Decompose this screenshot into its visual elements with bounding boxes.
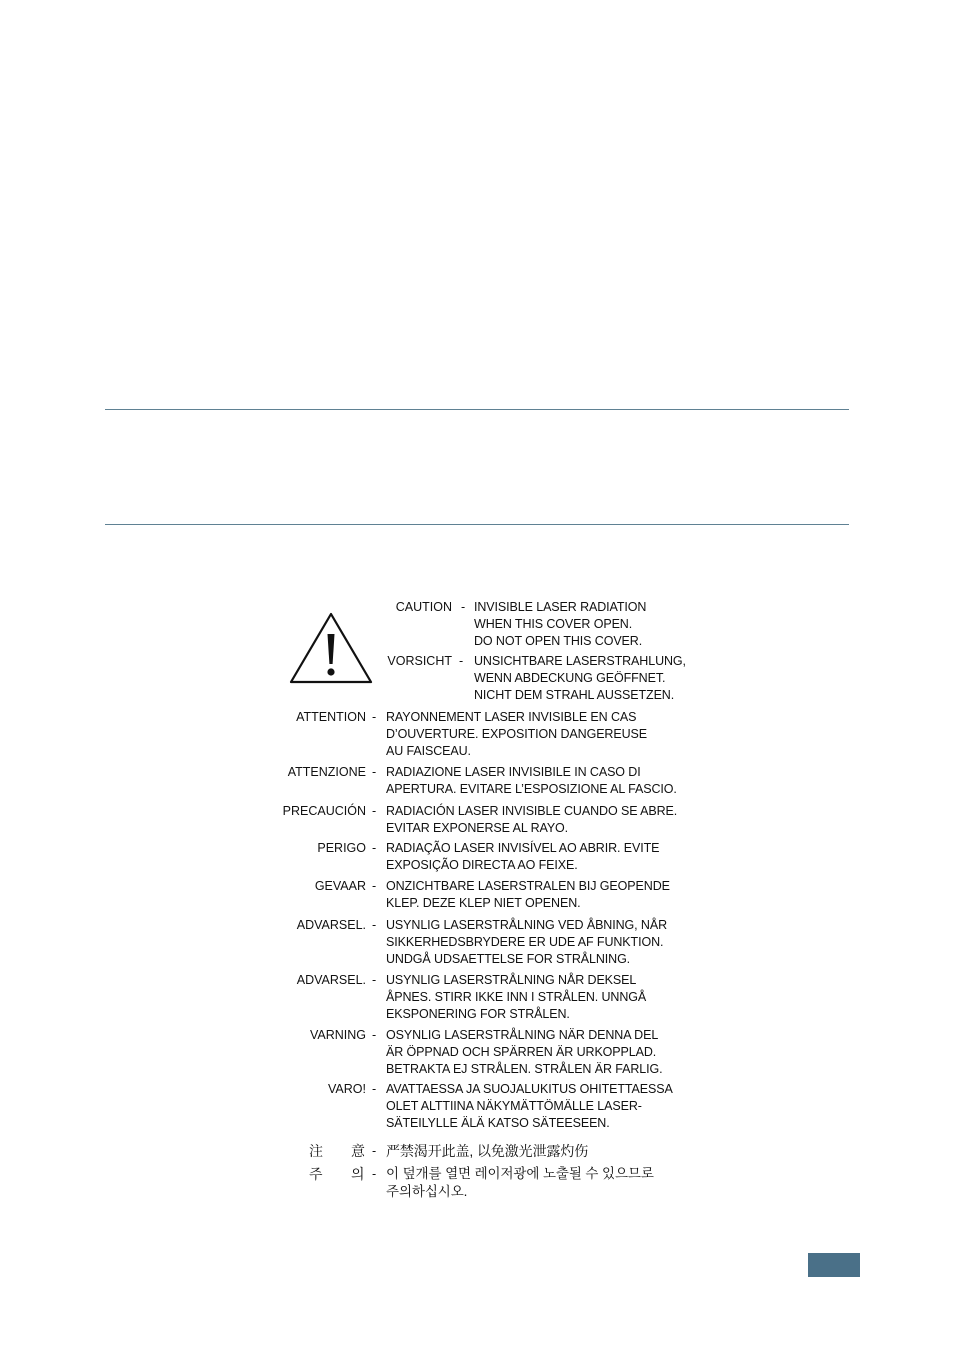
warning-line: RADIAÇÃO LASER INVISÍVEL AO ABRIR. EVITE [386,841,660,855]
warning-line: KLEP. DEZE KLEP NIET OPENEN. [386,896,581,910]
warning-line: 이 덮개를 열면 레이저광에 노출될 수 있으므로 [386,1166,654,1181]
warning-dash: - [372,1167,377,1181]
warning-text-perigo [386,840,659,874]
warning-line: INVISIBLE LASER RADIATION [474,600,647,614]
warning-dash: - [459,654,464,668]
warning-text-precaucion [386,803,677,837]
warning-text-zh [386,1142,588,1160]
warning-line: RADIAZIONE LASER INVISIBILE IN CASO DI [386,765,641,779]
warning-line: ÄR ÖPPNAD OCH SPÄRREN ÄR URKOPPLAD. [386,1045,657,1059]
warning-dash: - [372,804,377,818]
warning-label-attention: ATTENTION [296,710,366,724]
page-number-tab [808,1253,860,1277]
warning-line: USYNLIG LASERSTRÅLNING VED ÅBNING, NÅR [386,918,667,932]
warning-label-ko-a: 주 [309,1166,323,1182]
warning-dash: - [461,600,466,614]
warning-line: 严禁渴开此盖, 以免激光泄露灼伤 [386,1143,589,1159]
warning-label-zh-b: 意 [351,1143,365,1159]
warning-line: ONZICHTBARE LASERSTRALEN BIJ GEOPENDE [386,879,670,893]
warning-label-varo: VARO! [328,1082,366,1096]
warning-text-advarsel-no [386,972,646,1023]
warning-line: OSYNLIG LASERSTRÅLNING NÄR DENNA DEL [386,1028,659,1042]
warning-dash: - [372,841,377,855]
warning-line: EXPOSIÇÃO DIRECTA AO FEIXE. [386,858,578,872]
warning-dash: - [372,1028,377,1042]
warning-triangle-icon [288,610,374,686]
warning-label-vorsicht: VORSICHT [387,654,452,668]
warning-line: WHEN THIS COVER OPEN. [474,617,633,631]
warning-dash: - [372,918,377,932]
warning-text-vorsicht [474,653,686,704]
warning-label-varning: VARNING [309,1028,366,1042]
warning-label-zh-a: 注 [309,1143,323,1159]
warning-line: NICHT DEM STRAHL AUSSETZEN. [474,688,675,702]
warning-line: SÄTEILYLLE ÄLÄ KATSO SÄTEESEEN. [386,1116,610,1130]
warning-line: OLET ALTTIINA NÄKYMÄTTÖMÄLLE LASER- [386,1099,642,1113]
warning-label-perigo: PERIGO [317,841,366,855]
warning-line: EKSPONERING FOR STRÅLEN. [386,1007,570,1021]
warning-dash: - [372,710,377,724]
warning-line: EVITAR EXPONERSE AL RAYO. [386,821,569,835]
warning-dash: - [372,879,377,893]
warning-text-attention [386,709,647,760]
warning-dash: - [372,765,377,779]
warning-dash: - [372,973,377,987]
warning-line: DO NOT OPEN THIS COVER. [474,634,643,648]
warning-text-ko [386,1165,654,1201]
warning-text-advarsel-da [386,917,667,968]
warning-line: 주의하십시오. [386,1184,468,1199]
warning-line: UNDGÅ UDSAETTELSE FOR STRÅLNING. [386,952,631,966]
warning-line: WENN ABDECKUNG GEÖFFNET. [474,671,666,685]
warning-line: UNSICHTBARE LASERSTRAHLUNG, [474,654,686,668]
warning-dash: - [372,1082,377,1096]
warning-text-caution [474,599,646,650]
top-divider [105,409,849,410]
warning-line: D’OUVERTURE. EXPOSITION DANGEREUSE [386,727,647,741]
warning-label-gevaar: GEVAAR [314,879,366,893]
warning-label-precaucion: PRECAUCIÓN [282,804,366,818]
warning-label-caution: CAUTION [395,600,452,614]
bottom-divider [105,524,849,525]
warning-text-varo [386,1081,673,1132]
warning-line: SIKKERHEDSBRYDERE ER UDE AF FUNKTION. [386,935,664,949]
warning-line: RAYONNEMENT LASER INVISIBLE EN CAS [386,710,637,724]
warning-line: USYNLIG LASERSTRÅLNING NÅR DEKSEL [386,973,637,987]
warning-label-attenzione: ATTENZIONE [287,765,366,779]
warning-line: APERTURA. EVITARE L’ESPOSIZIONE AL FASCIO. [386,782,677,796]
warning-line: BETRAKTA EJ STRÅLEN. STRÅLEN ÄR FARLIG. [386,1062,663,1076]
warning-label-advarsel-da: ADVARSEL. [296,918,366,932]
warning-dash: - [372,1144,377,1158]
warning-text-gevaar [386,878,670,912]
warning-line: ÅPNES. STIRR IKKE INN I STRÅLEN. UNNGÅ [386,990,647,1004]
warning-text-attenzione [386,764,677,798]
warning-line: AVATTAESSA JA SUOJALUKITUS OHITETTAESSA [386,1082,673,1096]
warning-label-ko-b: 의 [351,1166,365,1182]
warning-text-varning [386,1027,663,1078]
warning-line: RADIACIÓN LASER INVISIBLE CUANDO SE ABRE. [386,804,678,818]
warning-line: AU FAISCEAU. [386,744,471,758]
warning-label-advarsel-no: ADVARSEL. [296,973,366,987]
